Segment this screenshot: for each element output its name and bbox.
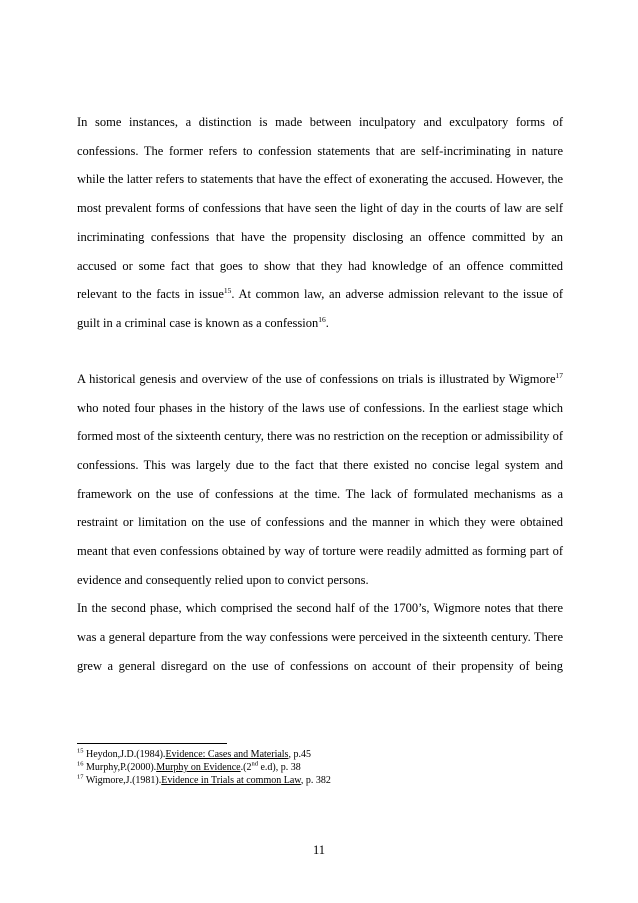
footnote-title: Evidence: Cases and Materials — [165, 749, 289, 760]
body-line: grew a general disregard on the use of confessions on account of their propensity of being — [77, 659, 563, 673]
footnote-text: Heydon,J.D.(1984). — [83, 749, 166, 760]
footnote-number: 15 — [77, 747, 84, 755]
footnote-ref: 16 — [318, 314, 326, 324]
body-line — [77, 371, 563, 387]
body-line: restraint or limitation on the use of confessions and the manner in which they were obtained — [77, 515, 563, 529]
footnote-ref: 15 — [223, 285, 232, 295]
body-line — [77, 315, 563, 331]
body-line: who noted four phases in the history of the laws use of confessions. In the earliest stage which — [77, 401, 563, 415]
body-line: meant that even confessions obtained by way of torture were readily admitted as forming part of — [77, 544, 563, 558]
footnote-number: 17 — [77, 773, 84, 781]
body-line: was a general departure from the way confessions were perceived in the sixteenth century. There — [77, 630, 563, 644]
body-line: incriminating confessions that have the propensity disclosing an offence committed by an — [77, 230, 563, 244]
footnote-number: 16 — [77, 760, 84, 768]
footnote-text: , p. 382 — [300, 775, 331, 786]
footnote-title: Murphy on Evidence — [156, 762, 241, 773]
footnote-text: , p.45 — [288, 749, 311, 760]
body-line: most prevalent forms of confessions that have seen the light of day in the courts of law are self — [77, 201, 563, 215]
body-line: while the latter refers to statements that have the effect of exonerating the accused. However, the — [77, 172, 563, 186]
body-line: formed most of the sixteenth century, there was no restriction on the reception or admissibility of — [77, 429, 563, 443]
body-text: . At common law, an adverse admission relevant to the issue of — [231, 287, 563, 301]
footnote-text: Murphy,P.(2000). — [83, 762, 157, 773]
body-line: framework on the use of confessions at the time. The lack of formulated mechanisms as a — [77, 487, 563, 501]
footnote-ref: 17 — [555, 370, 563, 380]
footnote-text: .(2 — [240, 762, 252, 773]
footnote-text: e.d), p. 38 — [257, 762, 301, 773]
footnote-separator — [77, 743, 227, 744]
footnote-text: Wigmore,J.(1981). — [83, 775, 162, 786]
body-text: guilt in a criminal case is known as a confession — [77, 316, 319, 330]
page-number: 11 — [312, 843, 326, 857]
body-text: A historical genesis and overview of the use of confessions on trials is illustrated by Wigmore — [77, 372, 556, 386]
body-line: In the second phase, which comprised the second half of the 1700’s, Wigmore notes that there — [77, 601, 563, 615]
body-line: In some instances, a distinction is made between inculpatory and exculpatory forms of — [77, 115, 563, 129]
body-line: confessions. This was largely due to the fact that there existed no concise legal system and — [77, 458, 563, 472]
footnote — [77, 775, 331, 787]
body-text: . — [325, 316, 329, 330]
footnote-title: Evidence in Trials at common Law — [161, 775, 301, 786]
body-text: relevant to the facts in issue — [77, 287, 224, 301]
footnote — [77, 749, 311, 761]
footnote — [77, 762, 301, 774]
body-line: evidence and consequently relied upon to convict persons. — [77, 573, 369, 587]
body-line: confessions. The former refers to confession statements that are self-incriminating in nature — [77, 144, 563, 158]
body-line: accused or some fact that goes to show that they had knowledge of an offence committed — [77, 259, 563, 273]
body-line — [77, 286, 563, 302]
footnote-superscript: nd — [251, 760, 258, 768]
